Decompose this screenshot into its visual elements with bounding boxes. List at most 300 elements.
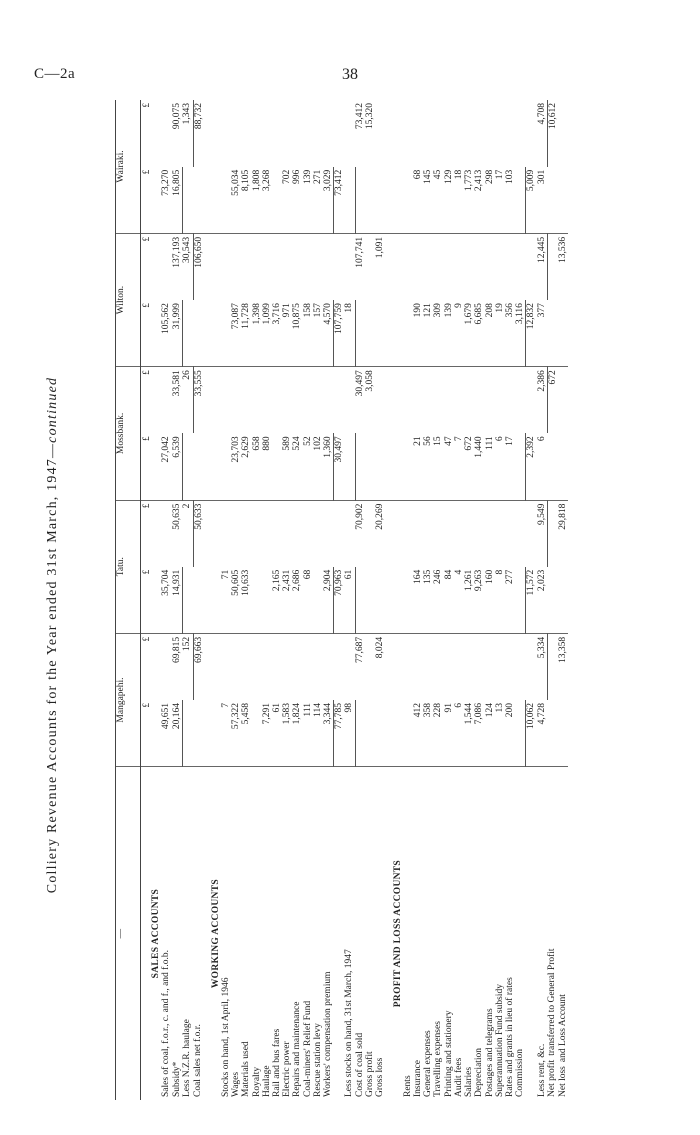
row-label-text: Travelling expenses (433, 1021, 444, 1097)
value-cell (505, 100, 515, 167)
value-cell (252, 700, 262, 767)
row-label (413, 767, 423, 1100)
value-cell: 21 (413, 433, 423, 500)
value-cell: 1,091 (375, 236, 386, 259)
row-label-text: Rates and grants in lieu of rates (504, 977, 515, 1097)
value-cell (365, 167, 375, 234)
section-heading-row (211, 100, 221, 1100)
value-cell: 301 (537, 167, 548, 234)
value-cell (547, 700, 558, 767)
value-cell: 50,633 (193, 503, 204, 530)
value-cell: 1,398 (252, 300, 262, 367)
value-cell: 124 (485, 700, 495, 767)
row-label-text: Royalty (251, 1066, 262, 1097)
value-cell (252, 367, 262, 434)
value-cell (355, 433, 365, 500)
value-cell: 4,728 (537, 700, 548, 767)
row-label-text: Sales of coal, f.o.r., c. and f., and f.o.b. (161, 950, 172, 1097)
value-cell (344, 167, 355, 234)
row-label (547, 767, 558, 1100)
value-cell (365, 233, 375, 300)
value-cell (365, 700, 375, 767)
value-cell (365, 433, 375, 500)
value-cell (334, 633, 345, 700)
value-cell: 73,270 (161, 167, 171, 234)
value-cell (323, 100, 334, 167)
row-label-text: Gross profit (365, 1051, 376, 1097)
value-cell: 14,931 (172, 567, 183, 634)
table-row (433, 100, 443, 1100)
table-row (547, 100, 558, 1100)
row-label (193, 767, 204, 1100)
column-header-wilton: Wilton. (116, 233, 141, 366)
value-cell: 3,029 (323, 167, 334, 234)
value-cell (433, 233, 443, 300)
value-cell: 6 (495, 433, 505, 500)
value-cell (403, 100, 413, 167)
value-cell: 135 (423, 567, 433, 634)
table-row (413, 100, 423, 1100)
value-cell (252, 233, 262, 300)
value-cell: 10,633 (241, 567, 251, 634)
table-row (303, 100, 313, 1100)
value-cell (547, 167, 558, 234)
value-cell: 2,686 (292, 567, 302, 634)
value-cell (495, 100, 505, 167)
value-cell: 2,629 (241, 433, 251, 500)
value-cell (454, 500, 464, 567)
row-label-text: Workers' compensation premium (322, 971, 333, 1097)
value-cell: 50,605 (231, 567, 241, 634)
value-cell: 20,269 (375, 503, 386, 530)
value-cell: 3,116 (515, 300, 526, 367)
value-cell (231, 500, 241, 567)
value-cell (464, 633, 474, 700)
value-cell: 1,360 (323, 433, 334, 500)
row-label-text: Cost of coal sold (355, 1032, 366, 1097)
value-cell (413, 633, 423, 700)
value-cell (241, 500, 251, 567)
value-cell: 35,704 (161, 567, 171, 634)
row-label (375, 767, 385, 1100)
value-cell (292, 367, 302, 434)
table-row (231, 100, 241, 1100)
value-cell: 77,785 (334, 700, 345, 767)
value-cell: 6 (454, 700, 464, 767)
value-cell (495, 367, 505, 434)
value-cell (241, 233, 251, 300)
row-label (172, 767, 183, 1100)
value-cell (515, 433, 526, 500)
unit-label: £ (141, 433, 152, 500)
value-cell (403, 500, 413, 567)
value-cell (272, 633, 282, 700)
value-cell: 70,902 (355, 503, 366, 530)
value-cell: 137,193 (171, 236, 182, 268)
value-cell: 139 (303, 167, 313, 234)
table-row (344, 100, 355, 1100)
value-cell (444, 500, 454, 567)
value-cell: 33,581 (171, 370, 182, 397)
row-label (365, 767, 375, 1100)
section-heading-sales: SALES ACCOUNTS (151, 888, 162, 979)
value-cell: 107,759 (334, 300, 345, 367)
value-cell (313, 633, 323, 700)
page-title: Colliery Revenue Accounts for the Year ended 31st March, 1947—continued (45, 376, 60, 894)
value-cell: 1,824 (292, 700, 302, 767)
row-label-text: Repairs and maintenance (292, 1001, 303, 1097)
value-cell: 5,009 (526, 167, 537, 234)
value-cell (272, 233, 282, 300)
table-row (334, 100, 345, 1100)
row-label (454, 767, 464, 1100)
value-cell (161, 367, 171, 434)
row-label-text: Less stocks on hand, 31st March, 1947 (344, 949, 355, 1097)
value-cell (221, 500, 231, 567)
value-cell (272, 433, 282, 500)
value-cell: 1,679 (464, 300, 474, 367)
value-cell: 702 (282, 167, 292, 234)
value-cell: 17 (505, 433, 515, 500)
value-cell: 7,291 (262, 700, 272, 767)
value-cell: 2,904 (323, 567, 334, 634)
row-label (161, 767, 171, 1100)
value-cell: 70,963 (334, 567, 345, 634)
value-cell (231, 100, 241, 167)
value-cell: 61 (272, 700, 282, 767)
value-cell: 50,635 (171, 503, 182, 530)
value-cell: 1,773 (464, 167, 474, 234)
row-label-text: Gross loss (375, 1057, 386, 1097)
value-cell (323, 233, 334, 300)
value-cell (344, 233, 355, 300)
title-text: Colliery Revenue Accounts for the Year ended 31st March, 1947 (45, 458, 60, 894)
value-cell (485, 633, 495, 700)
value-cell (444, 100, 454, 167)
table-row (355, 100, 365, 1100)
value-cell: 7 (454, 433, 464, 500)
value-cell (252, 633, 262, 700)
row-label (558, 767, 568, 1100)
value-cell (323, 367, 334, 434)
value-cell (334, 233, 345, 300)
value-cell (403, 633, 413, 700)
row-label-text: Printing and stationery (443, 1010, 454, 1097)
row-label (403, 767, 413, 1100)
value-cell (444, 367, 454, 434)
value-cell: 47 (444, 433, 454, 500)
value-cell: 2,386 (537, 367, 548, 434)
value-cell: 9,549 (537, 500, 548, 567)
row-label (282, 767, 292, 1100)
value-cell (292, 500, 302, 567)
value-cell: 8,024 (375, 636, 386, 659)
table-row (526, 100, 537, 1100)
value-cell (303, 500, 313, 567)
value-cell (526, 100, 537, 167)
value-cell: 996 (292, 167, 302, 234)
value-cell (282, 367, 292, 434)
value-cell: 56 (423, 433, 433, 500)
value-cell (464, 233, 474, 300)
value-cell: 152 (182, 633, 193, 700)
unit-label: £ (141, 236, 151, 242)
value-cell (423, 633, 433, 700)
value-cell (252, 100, 262, 167)
value-cell: 49,651 (161, 700, 171, 767)
row-label (182, 767, 193, 1100)
value-cell (433, 367, 443, 434)
row-label-text: Commission (515, 1048, 526, 1097)
value-cell (413, 500, 423, 567)
value-cell: 13 (495, 700, 505, 767)
value-cell (355, 700, 365, 767)
value-cell (485, 367, 495, 434)
value-cell: 103 (505, 167, 515, 234)
value-cell (515, 700, 526, 767)
value-cell (262, 367, 272, 434)
value-cell (262, 500, 272, 567)
value-cell (193, 433, 204, 500)
table-row (495, 100, 505, 1100)
value-cell (423, 233, 433, 300)
value-cell: 57,322 (231, 700, 241, 767)
value-cell (505, 233, 515, 300)
row-label-text: Superannuation Fund subsidy (494, 984, 505, 1097)
row-label (464, 767, 474, 1100)
row-label-text: Materials used (241, 1041, 252, 1097)
value-cell (241, 100, 251, 167)
value-cell (558, 433, 568, 500)
row-label (323, 767, 334, 1100)
value-cell: 61 (344, 567, 355, 634)
value-cell: 139 (444, 300, 454, 367)
value-cell: 12,832 (526, 300, 537, 367)
value-cell: 27,042 (161, 433, 171, 500)
value-cell (303, 633, 313, 700)
value-cell (375, 167, 385, 234)
value-cell (547, 633, 558, 700)
row-label-text: Rents (402, 1075, 413, 1097)
value-cell (515, 100, 526, 167)
value-cell (272, 500, 282, 567)
value-cell: 228 (433, 700, 443, 767)
value-cell: 69,815 (171, 636, 182, 663)
table-row (403, 100, 413, 1100)
value-cell (221, 633, 231, 700)
value-cell (182, 433, 193, 500)
value-cell: 880 (262, 433, 272, 500)
row-label-text: Subsidy* (171, 1061, 182, 1097)
value-cell (193, 700, 204, 767)
row-label (485, 767, 495, 1100)
table-row (161, 100, 171, 1100)
value-cell (454, 100, 464, 167)
value-cell (558, 100, 568, 167)
value-cell: 106,650 (193, 236, 204, 268)
value-cell (464, 100, 474, 167)
value-cell (375, 300, 385, 367)
value-cell (231, 233, 241, 300)
value-cell: 158 (303, 300, 313, 367)
value-cell (423, 500, 433, 567)
row-note: and Loss Account (557, 994, 568, 1063)
value-cell: 121 (423, 300, 433, 367)
value-cell (495, 233, 505, 300)
value-cell: 18 (454, 167, 464, 234)
table-row (454, 100, 464, 1100)
value-cell (334, 100, 345, 167)
row-label (252, 767, 262, 1100)
value-cell: 102 (313, 433, 323, 500)
value-cell: 13,536 (557, 236, 568, 264)
table-row (365, 100, 375, 1100)
value-cell: 2,413 (474, 167, 484, 234)
value-cell (515, 233, 526, 300)
value-cell: 19 (495, 300, 505, 367)
value-cell: 31,999 (172, 300, 183, 367)
value-cell (303, 233, 313, 300)
value-cell: 200 (505, 700, 515, 767)
value-cell (193, 300, 204, 367)
value-cell (464, 500, 474, 567)
table-row (485, 100, 495, 1100)
value-cell: 73,412 (355, 103, 366, 130)
value-cell: 8 (495, 567, 505, 634)
value-cell (403, 300, 413, 367)
value-cell (505, 367, 515, 434)
value-cell: 298 (485, 167, 495, 234)
value-cell (547, 300, 558, 367)
value-cell (403, 567, 413, 634)
value-cell (344, 100, 355, 167)
value-cell (413, 233, 423, 300)
value-cell: 6 (537, 433, 548, 500)
row-label-text: Insurance (413, 1060, 424, 1097)
value-cell (558, 700, 568, 767)
value-cell: 1,583 (282, 700, 292, 767)
value-cell (292, 233, 302, 300)
table-row (262, 100, 272, 1100)
value-cell: 10,875 (292, 300, 302, 367)
value-cell: 55,034 (231, 167, 241, 234)
unit-label: £ (141, 567, 152, 634)
table-row (505, 100, 515, 1100)
value-cell (375, 567, 385, 634)
value-cell: 73,087 (231, 300, 241, 367)
value-cell: 1,544 (464, 700, 474, 767)
value-cell (292, 100, 302, 167)
row-label-text: General expenses (423, 1030, 434, 1097)
value-cell: 160 (485, 567, 495, 634)
unit-label: £ (141, 700, 152, 767)
unit-label: £ (141, 503, 151, 509)
value-cell: 412 (413, 700, 423, 767)
unit-label: £ (141, 300, 152, 367)
value-cell: 91 (444, 700, 454, 767)
value-cell (515, 500, 526, 567)
value-cell (485, 100, 495, 167)
row-label-text: Electric power (282, 1041, 293, 1097)
table-row (221, 100, 231, 1100)
value-cell (495, 633, 505, 700)
value-cell: 672 (547, 370, 558, 385)
row-label (423, 767, 433, 1100)
value-cell: 356 (505, 300, 515, 367)
value-cell (231, 633, 241, 700)
value-cell (365, 500, 375, 567)
value-cell: 2,023 (537, 567, 548, 634)
value-cell (485, 233, 495, 300)
value-cell: 277 (505, 567, 515, 634)
value-cell (464, 367, 474, 434)
row-label (303, 767, 313, 1100)
value-cell (221, 100, 231, 167)
revenue-accounts-table (115, 100, 568, 1100)
row-label (515, 767, 526, 1100)
table-row (444, 100, 454, 1100)
row-label-text: Net profit (547, 1059, 558, 1097)
row-label (495, 767, 505, 1100)
table-row (313, 100, 323, 1100)
value-cell (485, 500, 495, 567)
value-cell (313, 367, 323, 434)
row-label (231, 767, 241, 1100)
value-cell: 3,058 (365, 370, 376, 392)
row-label (344, 767, 355, 1100)
value-cell (558, 300, 568, 367)
value-cell (515, 567, 526, 634)
value-cell: 71 (221, 567, 231, 634)
value-cell (526, 367, 537, 434)
value-cell (433, 500, 443, 567)
table-row (558, 100, 568, 1100)
value-cell: 88,732 (193, 103, 204, 130)
value-cell: 1,261 (464, 567, 474, 634)
value-cell (272, 167, 282, 234)
unit-label: £ (141, 370, 151, 375)
value-cell: 7 (221, 700, 231, 767)
value-cell: 2,392 (526, 433, 537, 500)
column-header-wairaki: Wairaki. (116, 100, 141, 233)
value-cell: 33,555 (193, 370, 204, 397)
value-cell: 12,445 (537, 233, 548, 300)
value-cell (344, 500, 355, 567)
table-row (252, 100, 262, 1100)
value-cell: 9 (454, 300, 464, 367)
value-cell: 30,543 (182, 233, 193, 300)
value-cell: 84 (444, 567, 454, 634)
value-cell: 190 (413, 300, 423, 367)
value-cell: 2 (182, 500, 193, 567)
value-cell (413, 367, 423, 434)
value-cell: 30,497 (334, 433, 345, 500)
value-cell: 114 (313, 700, 323, 767)
value-cell: 145 (423, 167, 433, 234)
value-cell (161, 233, 171, 300)
column-header-blank: — (116, 767, 141, 1100)
value-cell (558, 167, 568, 234)
value-cell (526, 633, 537, 700)
value-cell: 20,164 (172, 700, 183, 767)
document-reference: C—2a (34, 66, 76, 82)
value-cell: 164 (413, 567, 423, 634)
value-cell: 11,728 (241, 300, 251, 367)
value-cell: 10,612 (547, 103, 558, 130)
value-cell (547, 567, 558, 634)
row-label-text: Depreciation (474, 1047, 485, 1097)
value-cell (313, 500, 323, 567)
